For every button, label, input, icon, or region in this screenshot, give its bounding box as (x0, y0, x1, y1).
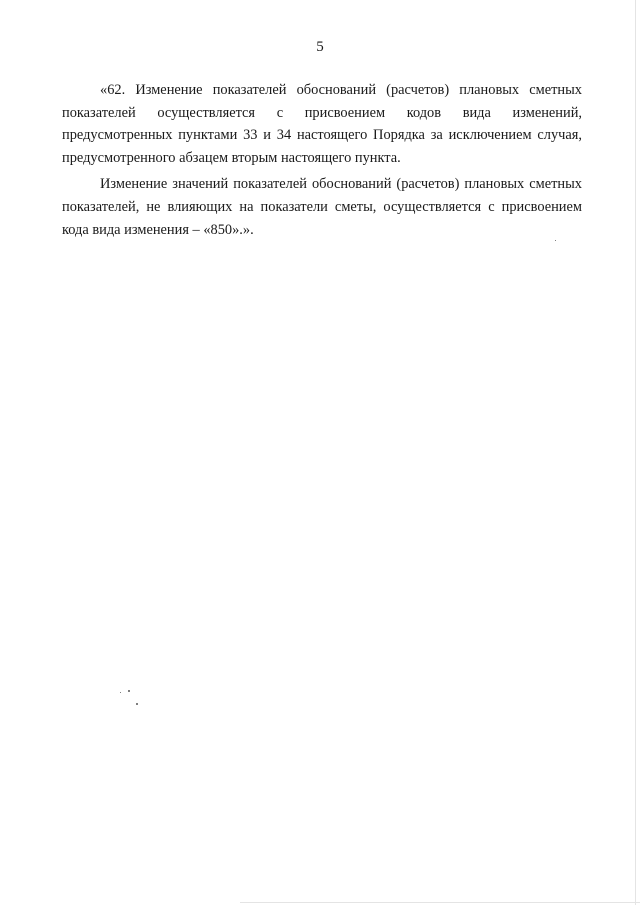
page-number: 5 (316, 39, 324, 55)
scan-speck (136, 703, 138, 705)
scan-edge-line (240, 902, 640, 903)
scan-speck (128, 690, 130, 692)
scan-speck (555, 240, 556, 241)
document-body (62, 79, 582, 245)
scan-speck (120, 692, 121, 693)
scan-edge-line (635, 0, 636, 905)
paragraph-second: Изменение значений показателей обоснований (расчетов) плановых сметных показателей, не влияющих на показатели сметы, осуществляется с присвоением кода вида изменения – «850».». (62, 176, 582, 238)
paragraph-62: «62. Изменение показателей обоснований (расчетов) плановых сметных показателей осуществляется с присвоением кодов вида изменений, предусмотренных пунктами 33 и 34 настоящего Порядка за исключением случая, предусмотренного абзацем вторым настоящего пункта. (62, 82, 582, 166)
